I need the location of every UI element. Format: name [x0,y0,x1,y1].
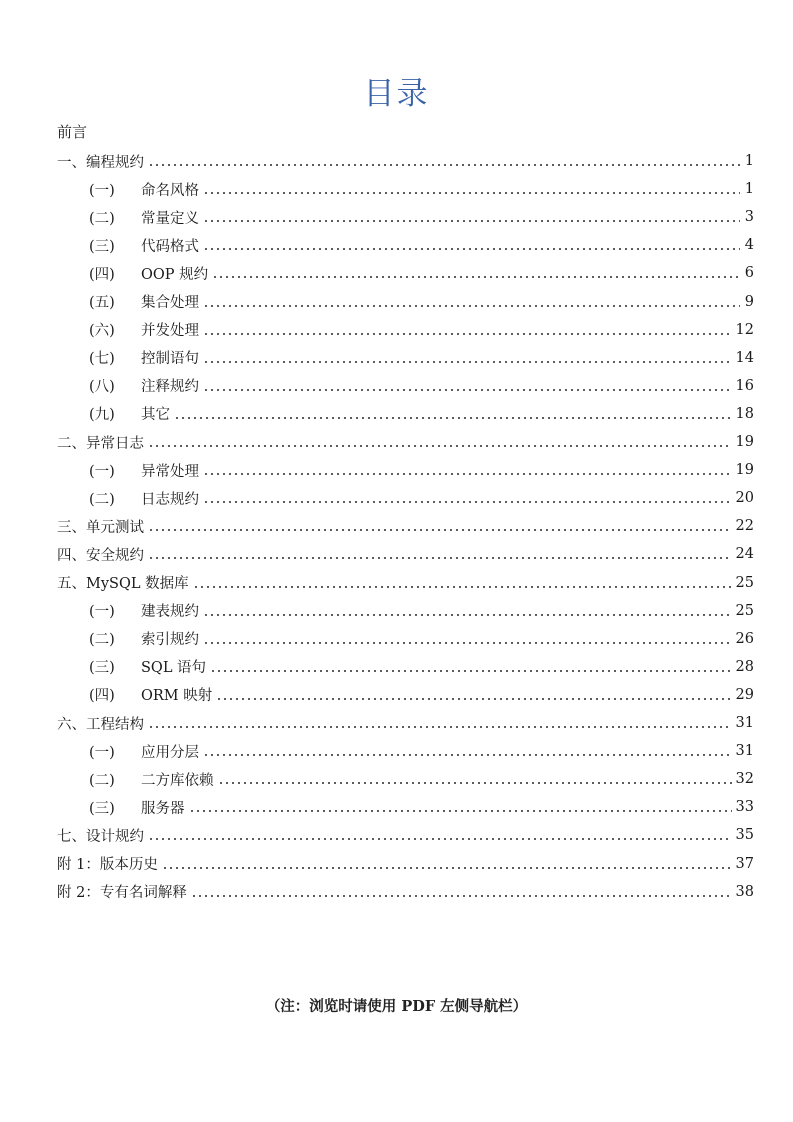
toc-entry[interactable] [89,259,754,287]
toc-entry-page-number: 3 [744,209,754,226]
toc-entry[interactable] [57,821,754,849]
toc-entry-number: (一) [89,604,115,621]
toc-entry-label: 注释规约 [141,379,199,396]
toc-entry-label: 附 2：专有名词解释 [57,885,187,902]
dot-leader [203,351,732,365]
toc-entry-page-number: 38 [735,883,754,900]
toc-entry-page-number: 1 [744,153,754,169]
dot-leader [210,660,731,674]
toc-entry[interactable] [89,400,754,428]
toc-title: 目录 [363,76,430,112]
toc-entry-page-number: 25 [735,602,754,619]
toc-entry-label: 命名风格 [141,182,199,199]
toc-entry-page-number: 18 [735,405,754,422]
toc-entry-page-number: 16 [735,377,754,394]
toc-entry-label: 附 1：版本历史 [57,857,158,873]
toc-entry-number: (七) [89,351,115,368]
toc-entry[interactable] [89,231,754,259]
toc-entry[interactable] [89,484,754,512]
toc-entry-page-number: 19 [735,434,754,450]
dot-leader [203,379,732,393]
toc-entry-label: 服务器 [141,800,185,817]
toc-entry-page-number: 37 [735,855,754,872]
toc-entry-number: (二) [89,632,115,649]
toc-entry-page-number: 19 [735,462,754,479]
toc-entry[interactable] [89,344,754,372]
toc-entry[interactable] [89,316,754,344]
toc-entry[interactable] [89,203,754,231]
toc-entry-label: 索引规约 [141,632,199,649]
dot-leader [148,154,740,168]
toc-entry[interactable] [89,456,754,484]
toc-entry-page-number: 24 [735,546,754,563]
toc-entry-label: 七、设计规约 [57,828,144,845]
dot-leader [189,800,732,814]
dot-leader [203,210,740,224]
toc-entry-preface[interactable]: 前言 [57,123,88,141]
toc-entry-label: OOP 规约 [141,266,209,283]
dot-leader [148,519,732,533]
toc-entry-page-number: 12 [735,321,754,338]
toc-entry-label: 控制语句 [141,351,199,368]
dot-leader [148,435,732,449]
toc-entry[interactable] [89,737,754,765]
toc-entry-page-number: 20 [735,490,754,507]
toc-entry-number: (六) [89,323,115,340]
toc-entry-number: (三) [89,660,115,677]
toc-entry-label: 建表规约 [141,604,199,621]
toc-entry[interactable] [89,681,754,709]
toc-entry-label: 二方库依赖 [141,772,214,789]
toc-entry-label: 二、异常日志 [57,435,144,452]
toc-entry-label: 三、单元测试 [57,519,144,536]
toc-entry-number: (二) [89,772,115,789]
dot-leader [203,632,732,646]
toc-entry[interactable] [57,540,754,568]
toc-entry-page-number: 35 [735,827,754,844]
toc-entry[interactable] [57,569,754,597]
toc-entry-label: 一、编程规约 [57,154,144,171]
toc-entry-page-number: 28 [735,658,754,675]
dot-leader [174,407,732,421]
toc-entry-label: 应用分层 [141,744,199,761]
dot-leader [203,491,732,505]
dot-leader [216,688,731,702]
toc-entry[interactable] [57,428,754,456]
toc-entry-label: 代码格式 [141,238,199,255]
toc-entry-number: (四) [89,266,115,283]
toc-entry[interactable] [89,597,754,625]
toc-entry[interactable] [89,288,754,316]
toc-entry[interactable] [57,878,754,906]
dot-leader [212,266,740,280]
dot-leader [218,772,732,786]
toc-entry[interactable] [57,850,754,878]
toc-entry-page-number: 32 [735,771,754,788]
toc-entry-page-number: 6 [744,265,754,282]
dot-leader [203,463,732,477]
toc-entry-number: (一) [89,744,115,761]
dot-leader [203,323,732,337]
toc-entry-label: 常量定义 [141,210,199,227]
toc-entry-page-number: 25 [735,574,754,591]
toc-entry[interactable] [89,175,754,203]
toc-entry[interactable] [89,653,754,681]
toc-entry-label: SQL 语句 [141,660,207,677]
dot-leader [193,576,732,590]
toc-entry-page-number: 22 [735,518,754,535]
toc-entry-page-number: 31 [735,743,754,760]
dot-leader [203,238,740,252]
toc-entry-page-number: 26 [735,630,754,647]
toc-entry-label: 六、工程结构 [57,716,144,733]
toc-entry[interactable] [89,765,754,793]
toc-entry-page-number: 9 [744,293,754,310]
toc-entry[interactable] [57,709,754,737]
toc-entry-page-number: 29 [735,686,754,703]
toc-entry[interactable] [89,793,754,821]
toc-entry[interactable] [89,372,754,400]
dot-leader [148,547,732,561]
toc-entry-page-number: 1 [744,181,754,198]
toc-entry-number: (三) [89,238,115,255]
toc-entry-label: 日志规约 [141,491,199,508]
dot-leader [148,716,732,730]
toc-entry-label: 四、安全规约 [57,547,144,564]
toc-entry-number: (二) [89,210,115,227]
toc-entry-number: (一) [89,463,115,480]
toc-entry[interactable] [57,147,754,175]
toc-entry-number: (一) [89,182,115,199]
toc-entry-label: 五、MySQL 数据库 [57,576,189,592]
toc-entry-page-number: 31 [735,715,754,731]
toc-entry-label: 并发处理 [141,323,199,340]
dot-leader [162,857,732,871]
toc-entry[interactable] [89,625,754,653]
toc-entry-number: (三) [89,800,115,817]
toc-entry-label: ORM 映射 [141,688,213,705]
toc-entry-page-number: 4 [744,237,754,254]
toc-entry-number: (五) [89,295,115,311]
toc-entry-number: (九) [89,407,115,424]
dot-leader [191,885,732,899]
toc-entry-number: (二) [89,491,115,508]
dot-leader [203,604,732,618]
dot-leader [203,744,732,758]
toc-entry-label: 集合处理 [141,295,199,311]
toc-entry-label: 其它 [141,407,170,424]
toc-entry-number: (八) [89,379,115,396]
dot-leader [203,182,740,196]
toc-entry-label: 异常处理 [141,463,199,480]
toc-entry[interactable] [57,512,754,540]
dot-leader [148,828,732,842]
dot-leader [203,295,740,309]
toc-entry-page-number: 33 [735,799,754,816]
toc-entry-page-number: 14 [735,349,754,366]
toc-entry-number: (四) [89,688,115,705]
navigation-note: （注：浏览时请使用 PDF 左侧导航栏） [265,998,528,1015]
